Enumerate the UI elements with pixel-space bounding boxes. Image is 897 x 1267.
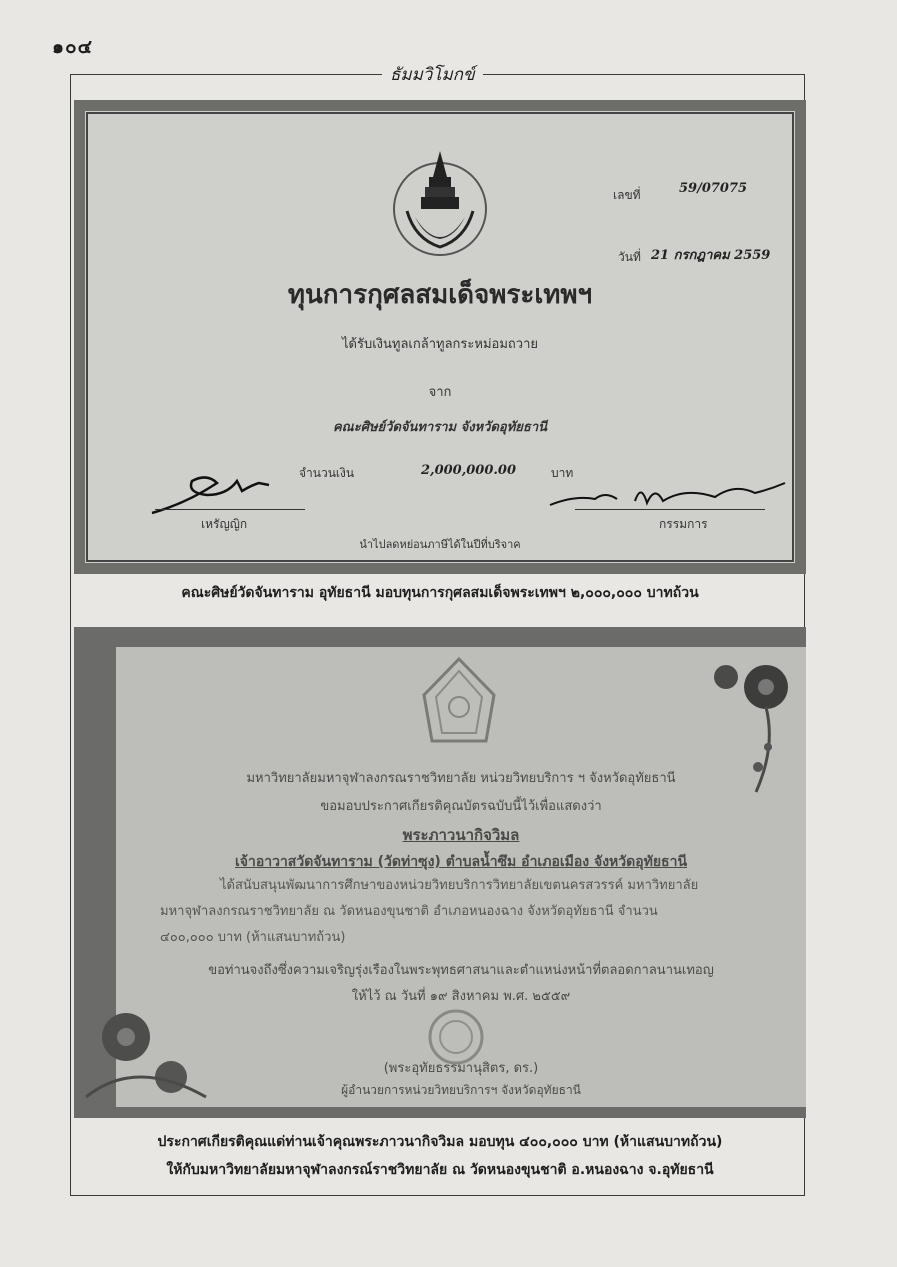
from-label: จาก [428, 385, 452, 400]
blessing-line: ขอท่านจงถึงซึ่งความเจริญรุ่งเรืองในพระพุทธศาสนาและตำแหน่งหน้าที่ตลอดกาลนานเทอญ [208, 963, 714, 978]
date-value: 21 กรกฎาคม 2559 [651, 248, 771, 263]
committee-label: กรรมการ [659, 517, 708, 531]
certificate1-caption: คณะศิษย์วัดจันทาราม อุทัยธานี มอบทุนการกุศลสมเด็จพระเทพฯ ๒,๐๐๐,๐๐๐ บาทถ้วน [181, 585, 699, 601]
signer-title: ผู้อำนวยการหน่วยวิทยบริการฯ จังหวัดอุทัยธานี [341, 1083, 581, 1097]
signer-name: (พระอุทัยธรรมานุสิตร, ดร.) [383, 1061, 539, 1076]
body-line-3: ๔๐๐,๐๐๐ บาท (ห้าแสนบาทถ้วน) [160, 930, 346, 945]
donation-certificate [74, 100, 806, 574]
issuer-line: มหาวิทยาลัยมหาจุฬาลงกรณราชวิทยาลัย หน่วยวิทยบริการ ฯ จังหวัดอุทัยธานี [246, 771, 676, 786]
currency-label: บาท [551, 466, 574, 480]
amount-value: 2,000,000.00 [421, 463, 516, 478]
certificate2-caption [74, 1128, 806, 1184]
given-date: ให้ไว้ ณ วันที่ ๑๙ สิงหาคม พ.ศ. ๒๕๕๙ [351, 989, 571, 1004]
foundation-emblem-icon [385, 147, 495, 267]
body-line-2: มหาจุฬาลงกรณราชวิทยาลัย ณ วัดหนองขุนชาติ อำเภอหนองฉาง จังหวัดอุทัยธานี จำนวน [160, 904, 658, 919]
tax-note: นำไปลดหย่อนภาษีได้ในปีที่บริจาค [359, 538, 521, 551]
honor-certificate-photo [74, 627, 806, 1118]
caption-line-2: ให้กับมหาวิทยาลัยมหาจุฬาลงกรณ์ราชวิทยาลัย ณ วัดหนองขุนชาติ อ.หนองฉาง จ.อุทัยธานี [166, 1162, 714, 1178]
date-label: วันที่ [618, 250, 641, 264]
recipient-name: พระภาวนากิจวิมล [402, 826, 520, 844]
received-line: ได้รับเงินทูลเกล้าทูลกระหม่อมถวาย [342, 337, 538, 352]
committee-signature-icon [545, 473, 795, 518]
intro-line: ขอมอบประกาศเกียรติคุณบัตรฉบับนี้ไว้เพื่อแสดงว่า [320, 799, 602, 814]
body-line-1: ได้สนับสนุนพัฒนาการศึกษาของหน่วยวิทยบริการวิทยาลัยเขตนครสวรรค์ มหาวิทยาลัย [220, 878, 699, 893]
certificate-title: ทุนการกุศลสมเด็จพระเทพฯ [287, 280, 593, 310]
running-head: ธัมมวิโมกข์ [382, 61, 483, 88]
treasurer-label: เหรัญญิก [201, 517, 248, 531]
university-emblem-icon [414, 655, 504, 745]
caption-line-1: ประกาศเกียรติคุณแด่ท่านเจ้าคุณพระภาวนากิจวิมล มอบทุน ๔๐๐,๐๐๐ บาท (ห้าแสนบาทถ้วน) [157, 1134, 723, 1150]
number-label: เลขที่ [613, 188, 641, 202]
honor-certificate-paper [116, 647, 806, 1107]
number-value: 59/07075 [679, 181, 748, 196]
treasurer-signature-line [155, 509, 305, 510]
committee-signature-line [575, 509, 765, 510]
amount-label: จำนวนเงิน [299, 466, 355, 480]
treasurer-signature-icon [147, 463, 277, 523]
donor-name: คณะศิษย์วัดจันทาราม จังหวัดอุทัยธานี [332, 420, 548, 435]
recipient-title: เจ้าอาวาสวัดจันทาราม (วัดท่าซุง) ตำบลน้ำซึม อำเภอเมือง จังหวัดอุทัยธานี [234, 854, 688, 870]
page-number: ๑๐๔ [52, 36, 94, 58]
